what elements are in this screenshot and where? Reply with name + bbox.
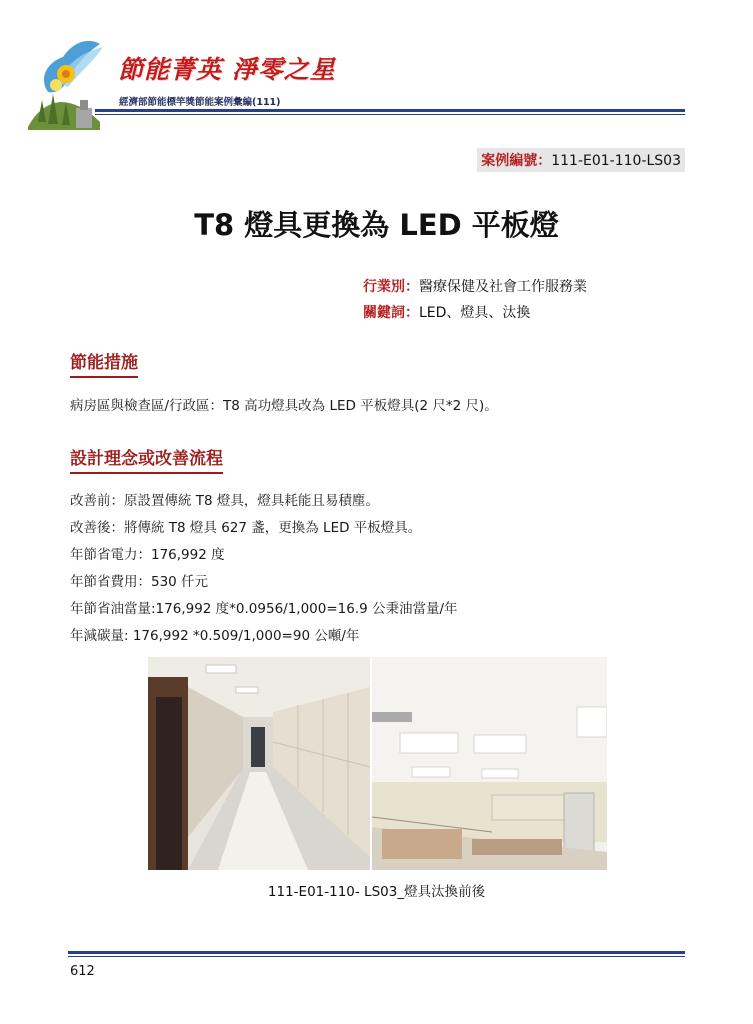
footer-rule-thin [68, 956, 685, 957]
photo-before-corridor [148, 657, 370, 870]
brand-title: 節能菁英 淨零之星 [118, 55, 336, 84]
design-line: 改善前：原設置傳統 T8 燈具，燈具耗能且易積塵。 [70, 493, 379, 509]
section-heading-measures: 節能措施 [70, 348, 138, 378]
case-number-label: 案例編號： [481, 153, 552, 169]
design-line: 改善後：將傳統 T8 燈具 627 盞，更換為 LED 平板燈具。 [70, 520, 422, 536]
photo-pair [148, 657, 607, 870]
case-number [477, 148, 685, 172]
header-subtitle: 經濟部節能標竿獎節能案例彙編(111) [119, 97, 281, 108]
measures-text: 病房區與檢查區/行政區：T8 高功燈具改為 LED 平板燈具(2 尺*2 尺)。 [70, 398, 498, 414]
header-rule-thin [95, 114, 685, 115]
keywords-row [363, 302, 530, 322]
industry-value: 醫療保健及社會工作服務業 [419, 279, 587, 295]
section-heading-design: 設計理念或改善流程 [70, 444, 223, 474]
photo-after-room [372, 657, 607, 870]
keywords-value: LED、燈具、汰換 [419, 305, 531, 321]
design-line: 年減碳量: 176,992 *0.509/1,000=90 公噸/年 [70, 628, 360, 644]
page-title: T8 燈具更換為 LED 平板燈 [194, 208, 559, 242]
design-line: 年節省電力：176,992 度 [70, 547, 225, 563]
case-number-value: 111-E01-110-LS03 [551, 153, 681, 169]
photo-caption: 111-E01-110- LS03_燈具汰換前後 [267, 884, 486, 900]
industry-row [363, 276, 587, 296]
page-number: 612 [70, 964, 95, 979]
footer-rule [68, 951, 685, 954]
keywords-label: 關鍵詞： [363, 305, 419, 321]
header-rule [95, 109, 685, 112]
logo-emblem [18, 22, 118, 132]
design-line: 年節省費用：530 仟元 [70, 574, 209, 590]
design-line: 年節省油當量:176,992 度*0.0956/1,000=16.9 公秉油當量/年 [70, 601, 458, 617]
industry-label: 行業別： [363, 279, 419, 295]
